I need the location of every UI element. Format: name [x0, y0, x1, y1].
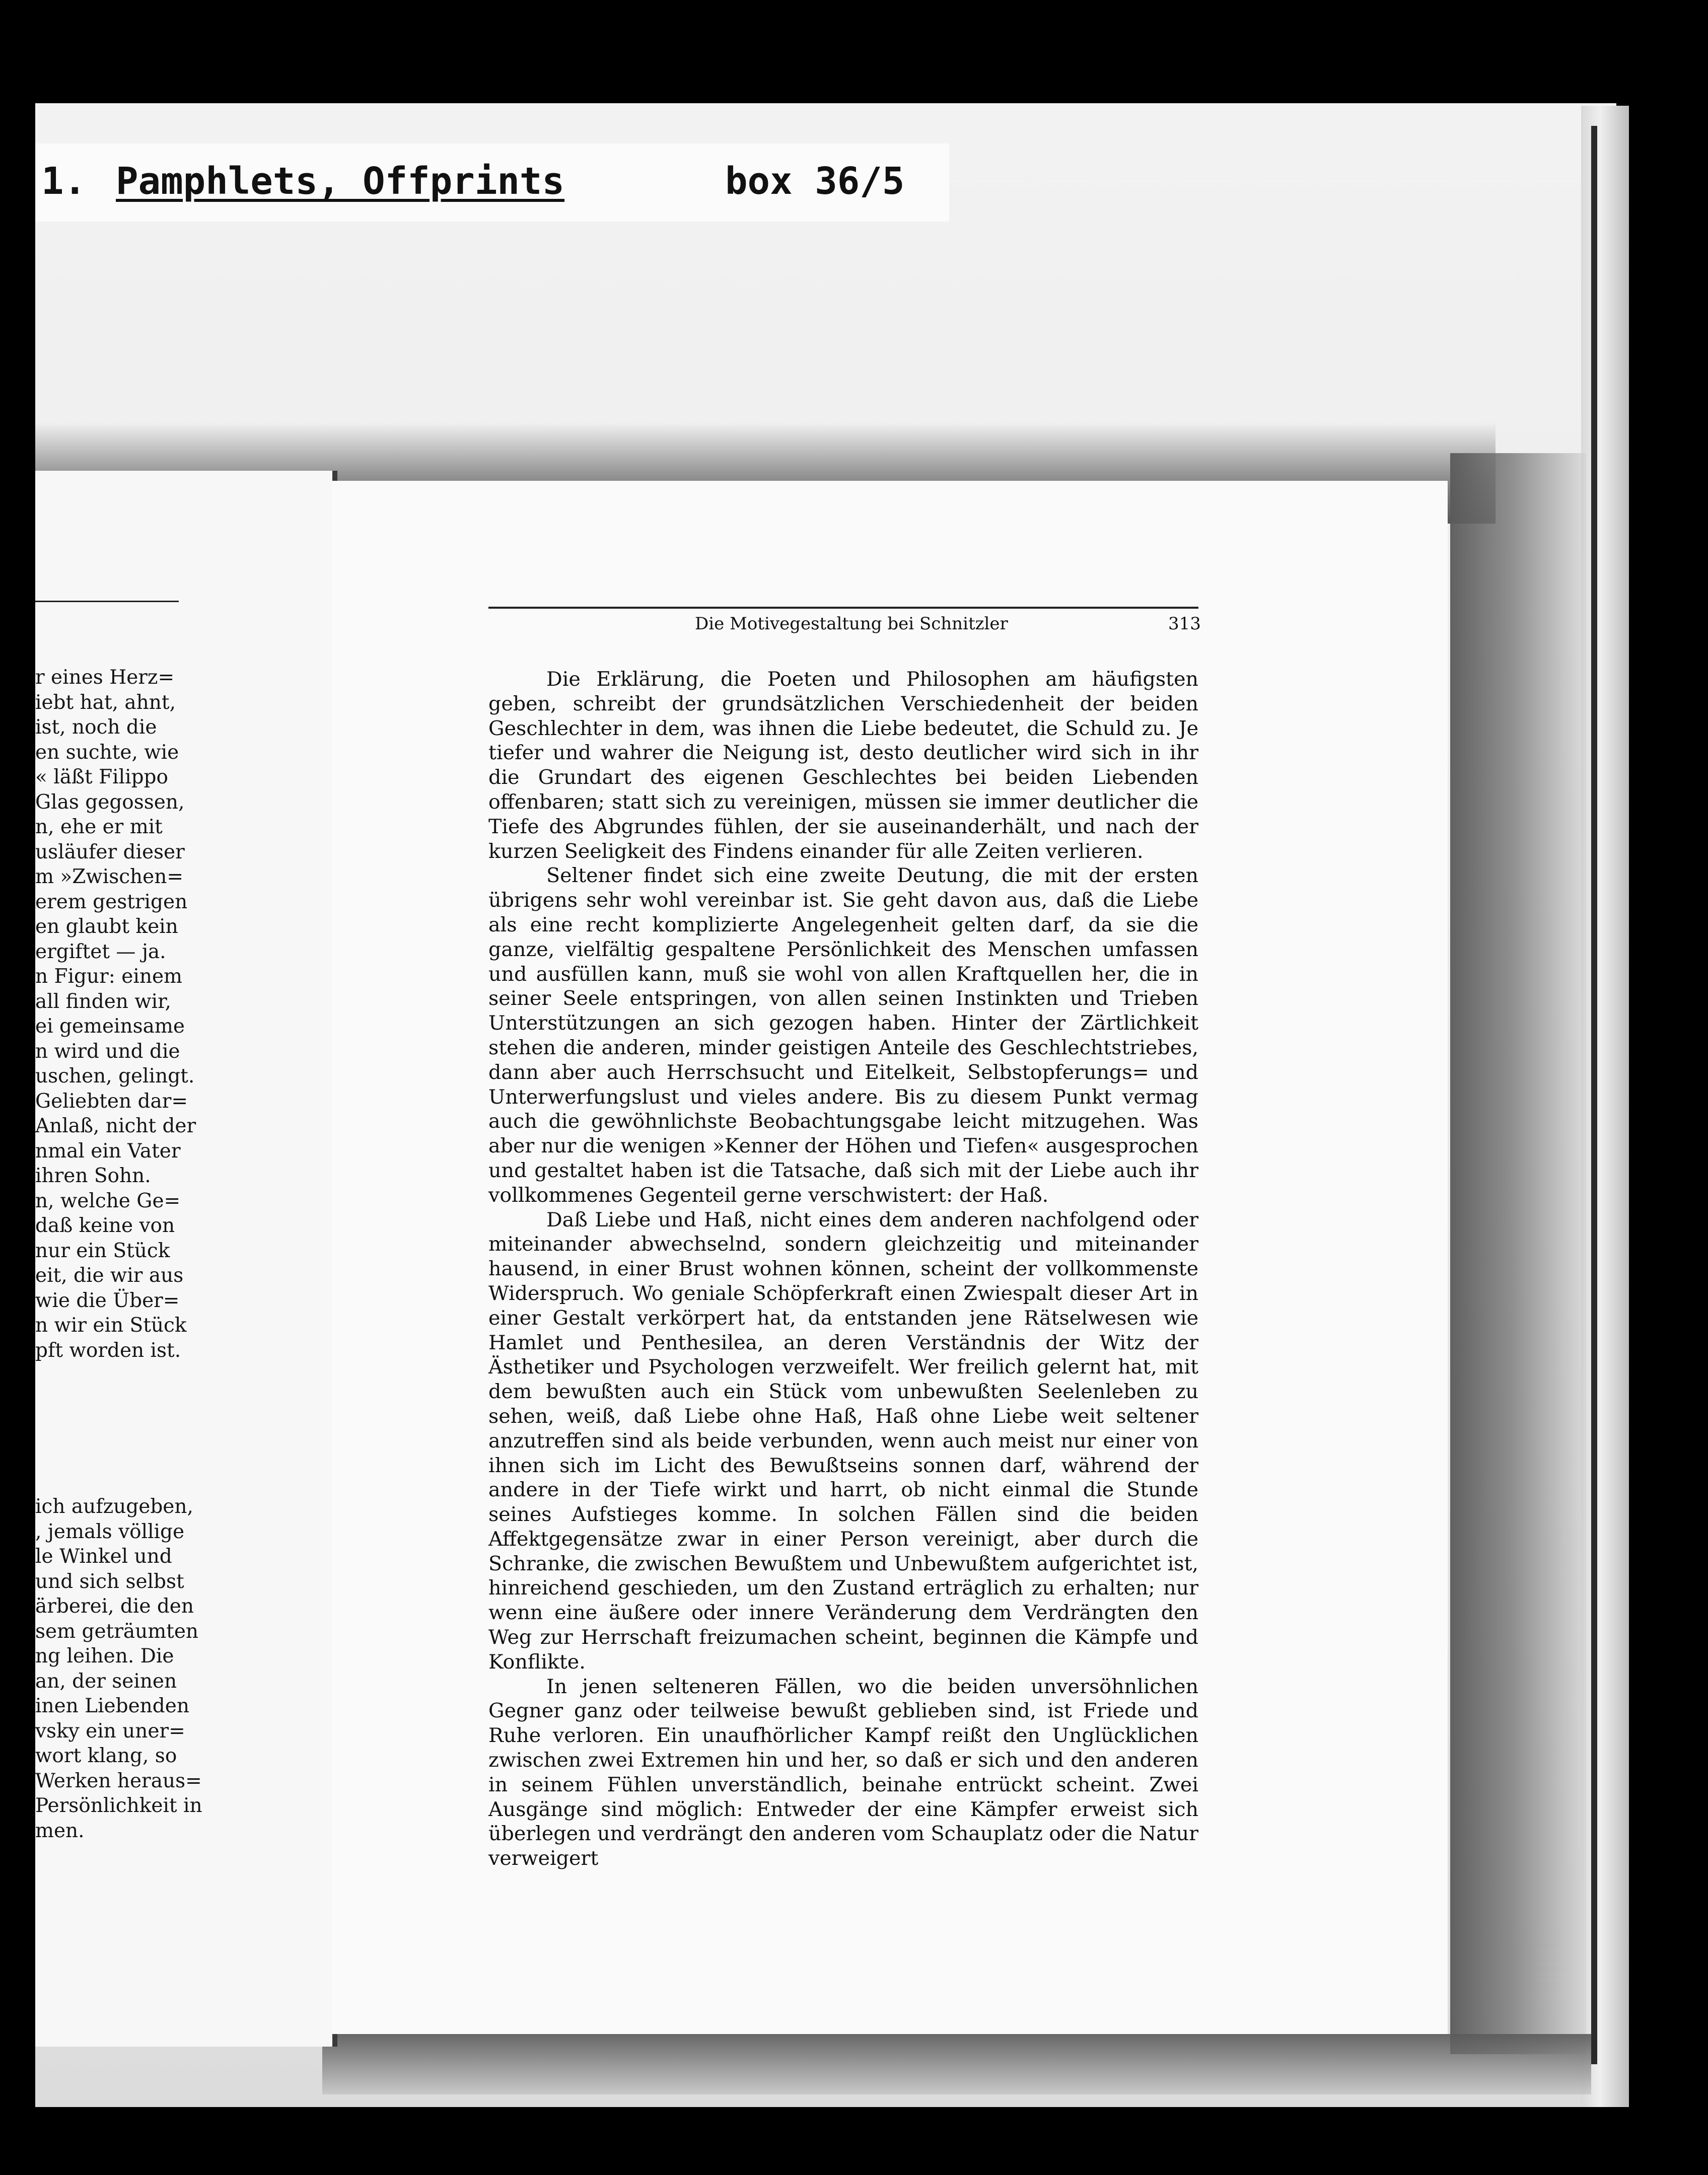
left-page-line: nmal ein Vater	[35, 1139, 181, 1163]
archive-label	[35, 143, 949, 222]
left-page-line: n wird und die	[35, 1040, 180, 1063]
paragraph-4: In jenen selteneren Fällen, wo die beiden unversöhnlichen Gegner ganz oder teilweise bewußt geblieben sind, ist Friede und Ruhe verloren. Ein unaufhörlicher Kampf reißt den Unglücklichen zwischen zwei Extremen hin und her, so daß er sich und den anderen in seinem Fühlen unverständlich, beinahe entrückt scheint. Zwei Ausgänge sind möglich: Entweder der eine Kämpfer erweist sich überlegen und verdrängt den anderen vom Schauplatz oder die Natur verweigert	[488, 1675, 1198, 1870]
left-page-line: wort klang, so	[35, 1745, 177, 1767]
left-page-line: Geliebten dar=	[35, 1090, 188, 1113]
left-page-line: r eines Herz=	[35, 666, 175, 689]
left-page-line: Anlaß, nicht der	[35, 1115, 196, 1137]
label-title: Pamphlets, Offprints	[116, 160, 565, 203]
left-page-line: und sich selbst	[35, 1570, 184, 1593]
left-page-line: m »Zwischen=	[35, 865, 184, 888]
left-page-fragment	[35, 471, 337, 2047]
left-page-line: usläufer dieser	[35, 840, 185, 863]
left-page-line: uschen, gelingt.	[35, 1065, 195, 1088]
left-page-line: ist, noch die	[35, 716, 157, 739]
left-page-line: iebt hat, ahnt,	[35, 691, 176, 714]
left-page-line: « läßt Filippo	[35, 766, 168, 788]
running-head-title: Die Motivegestaltung bei Schnitzler	[695, 614, 1008, 634]
left-page-line: n, ehe er mit	[35, 816, 163, 838]
left-page-line: ergiftet — ja.	[35, 940, 166, 963]
left-page-line: Glas gegossen,	[35, 790, 185, 814]
left-page-line: men.	[35, 1819, 85, 1842]
left-page-line: ei gemeinsame	[35, 1015, 185, 1038]
left-page-line: sem geträumten	[35, 1620, 199, 1643]
shadow-bottom	[322, 2034, 1591, 2094]
label-number: 1.	[41, 160, 87, 203]
paragraph-2: Seltener findet sich eine zweite Deutung, die mit der ersten übrigens sehr wohl vereinbar ist. Sie geht davon aus, daß die Liebe als eine recht komplizierte Angelegenheit gelten darf, da sie die ganze, vielfältig gespaltene Persönlichkeit des Menschen umfassen und ausfüllen kann, muß sie wohl von allen Kraftquellen her, die in seiner Seele entspringen, von allen seinen Instinkten und Trieben Unterstützungen an sich gezogen haben. Hinter der Zärtlichkeit stehen die anderen, minder geistigen Anteile des Geschlechtstriebes, dann aber auch Herrschsucht und Eitelkeit, Selbstopferungs= und Unterwerfungslust und vieles andere. Bis zu diesem Punkt vermag auch die gewöhnlichste Beobachtungsgabe leicht mitzugehen. Was aber nur die wenigen »Kenner der Höhen und Tiefen« ausgesprochen und gestaltet haben ist die Tatsache, daß sich mit der Liebe auch ihr vollkommenes Gegenteil gerne verschwistert: der Haß.	[488, 864, 1198, 1207]
left-page-line: n Figur: einem	[35, 965, 183, 988]
left-page-line: vsky ein uner=	[35, 1719, 185, 1743]
left-page-line: wie die Über=	[35, 1289, 180, 1312]
left-page-line: eit, die wir aus	[35, 1264, 184, 1287]
main-page	[332, 481, 1448, 2034]
backing-sheet-edge	[1581, 106, 1629, 2107]
left-page-line: Persönlichkeit in	[35, 1794, 202, 1817]
paragraph-1: Die Erklärung, die Poeten und Philosophen am häufigsten geben, schreibt der grundsätzlichen Verschiedenheit der beiden Geschlechter in dem, was ihnen die Liebe bedeutet, die Schuld zu. Je tiefer und wahrer die Neigung ist, desto deutlicher wird sich in ihr die Grundart des eigenen Geschlechtes bei beiden Liebenden offenbaren; statt sich zu vereinigen, müssen sie immer deutlicher die Tiefe des Abgrundes fühlen, der sie auseinanderhält, und nach der kurzen Seeligkeit des Findens einander für alle Zeiten verlieren.	[488, 668, 1198, 863]
body-text	[488, 667, 1198, 1871]
left-page-line: pft worden ist.	[35, 1339, 181, 1362]
left-page-line: , jemals völlige	[35, 1520, 185, 1543]
left-page-line: en glaubt kein	[35, 915, 178, 938]
left-page-line: inen Liebenden	[35, 1695, 189, 1717]
label-box: box 36/5	[725, 160, 905, 203]
running-head	[488, 607, 1201, 639]
left-page-line: ärberei, die den	[35, 1595, 194, 1618]
page-number: 313	[1168, 614, 1201, 634]
left-page-line: ng leihen. Die	[35, 1645, 174, 1668]
left-page-line: ihren Sohn.	[35, 1165, 151, 1187]
left-page-line: en suchte, wie	[35, 741, 179, 764]
left-page-line: all finden wir,	[35, 990, 171, 1013]
shadow-right	[1450, 453, 1586, 2054]
left-page-line: ich aufzugeben,	[35, 1495, 193, 1518]
left-page-line: nur ein Stück	[35, 1239, 170, 1262]
left-page-line: erem gestrigen	[35, 890, 188, 913]
left-page-line: le Winkel und	[35, 1545, 172, 1568]
left-page-line: daß keine von	[35, 1214, 175, 1237]
sheet-edge-line	[1591, 126, 1597, 2064]
left-page-line: n wir ein Stück	[35, 1314, 187, 1337]
left-page-line: an, der seinen	[35, 1670, 177, 1693]
paragraph-3: Daß Liebe und Haß, nicht eines dem anderen nachfolgend oder miteinander abwechselnd, sondern gleichzeitig und miteinander hausend, in einer Brust wohnen können, scheint der vollkommenste Widerspruch. Wo geniale Schöpferkraft einen Zwiespalt dieser Art in einer Gestalt verkörpert hat, da entstanden jene Rätselwesen wie Hamlet und Penthesilea, an deren Verständnis der Witz der Ästhetiker und Psychologen verzweifelt. Wer freilich gelernt hat, mit dem bewußten auch ein Stück vom unbewußten Seelenleben zu sehen, weiß, daß Liebe ohne Haß, Haß ohne Liebe weit seltener anzutreffen sind als beide verbunden, wenn auch meist nur einer von ihnen sich im Licht des Bewußtseins sonnen darf, während der andere in der Tiefe wirkt und harrt, ob nicht einmal die Stunde seines Aufstieges komme. In solchen Fällen sind die beiden Affektgegensätze zwar in einer Person vereinigt, aber durch die Schranke, die zwischen Bewußtem und Unbewußtem aufgerichtet ist, hinreichend geschieden, um den Zustand erträglich zu erhalten; nur wenn eine äußere oder innere Veränderung dem Verdrängten den Weg zur Herrschaft freizumachen scheint, beginnen die Kämpfe und Konflikte.	[488, 1208, 1198, 1674]
left-running-rule	[35, 601, 179, 602]
left-page-line: n, welche Ge=	[35, 1189, 181, 1212]
left-page-line: Werken heraus=	[35, 1769, 202, 1792]
